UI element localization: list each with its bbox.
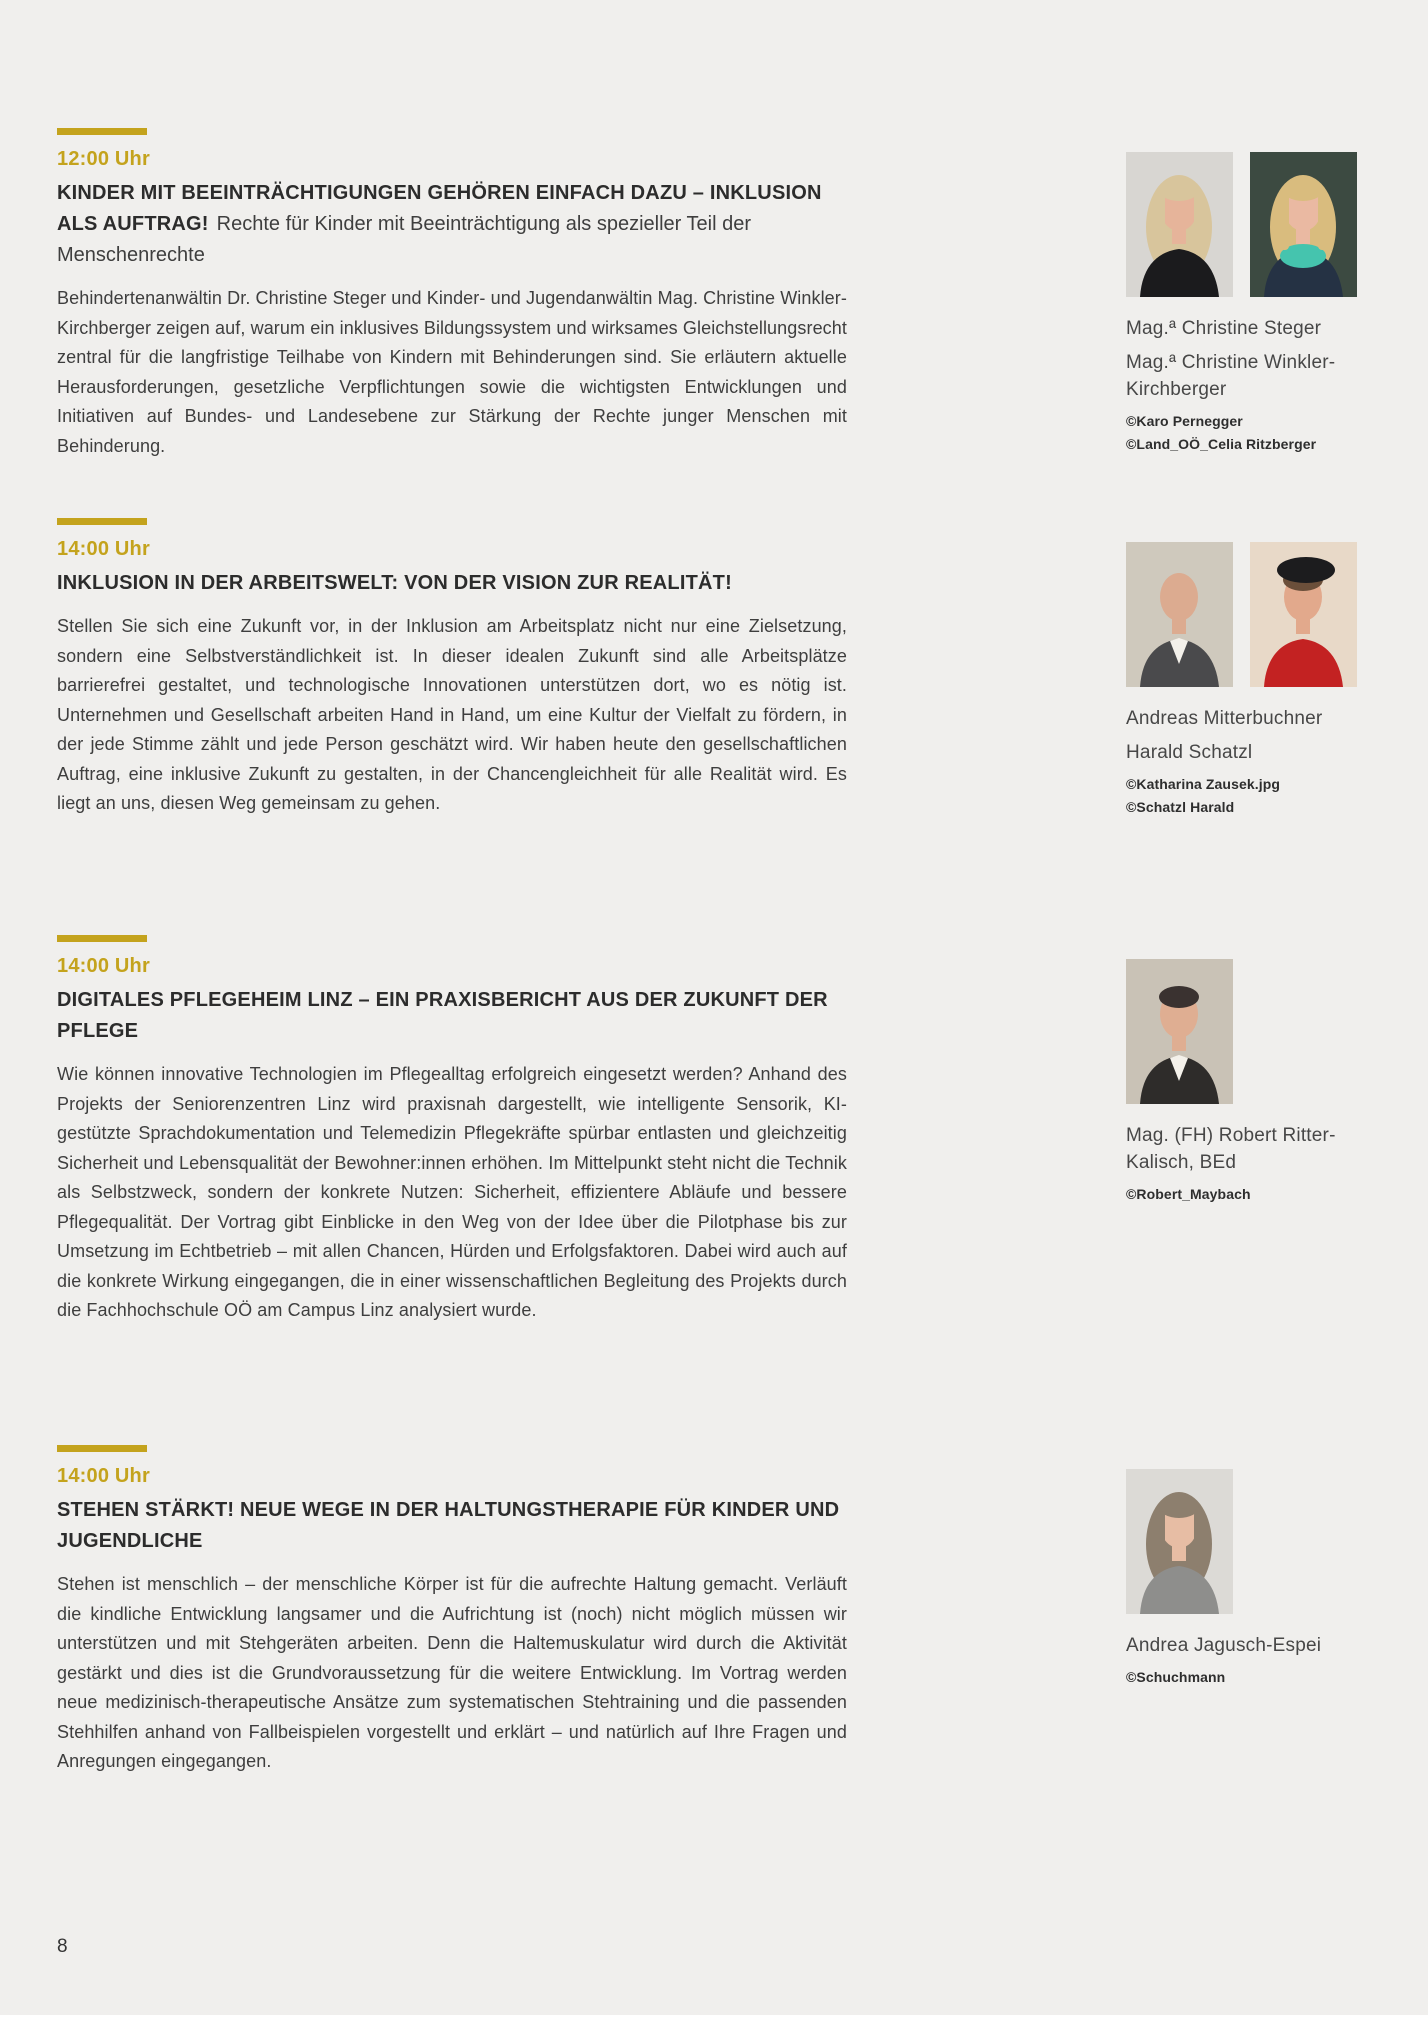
session-title-text: STEHEN STÄRKT! NEUE WEGE IN DER HALTUNGSTHERAPIE FÜR KINDER UND JUGENDLICHE — [57, 1499, 840, 1552]
session-text-column — [57, 1445, 847, 1777]
speaker-name: Andreas Mitterbuchner — [1126, 708, 1323, 729]
section-divider-bar — [57, 128, 147, 135]
session-subtitle: Rechte für Kinder mit Beeinträchtigung als spezieller Teil der Menschenrechte — [57, 213, 751, 266]
session-title — [57, 568, 847, 599]
photo-credit: ©Schatzl Harald — [1126, 799, 1235, 815]
session-title — [57, 178, 847, 271]
speaker-name: Mag.ª Christine Steger — [1126, 318, 1322, 339]
portrait-harald-schatzl — [1250, 542, 1357, 687]
portrait-robert-ritter-kalisch — [1126, 959, 1233, 1104]
session-title — [57, 985, 847, 1047]
session-description: Stellen Sie sich eine Zukunft vor, in der Inklusion am Arbeitsplatz nicht nur eine Zielsetzung, sondern eine Selbstverständlichkeit ist. In dieser idealen Zukunft sind alle Arbeitsplätze barrierefrei gestaltet, und technologische Innovationen unterstützen dort, wo es nötig ist. Unternehmen und Gesellschaft arbeiten Hand in Hand, um eine Kultur der Vielfalt zu fördern, in der jede Stimme zählt und jede Person geschätzt wird. Wir haben heute den gesellschaftlichen Auftrag, eine inklusive Zukunft zu gestalten, in der Chancengleichheit für alle Realität wird. Es liegt an uns, diesen Weg gemeinsam zu gehen. — [57, 616, 847, 813]
photo-credit: ©Schuchmann — [1126, 1669, 1226, 1685]
portrait-andrea-jagusch-espei — [1126, 1469, 1233, 1614]
photo-credit: ©Land_OÖ_Celia Ritzberger — [1126, 436, 1317, 452]
speaker-photos — [1126, 1469, 1374, 1614]
speaker-photos — [1126, 152, 1374, 297]
photo-credit: ©Robert_Maybach — [1126, 1186, 1251, 1202]
speaker-names — [1126, 705, 1374, 766]
session-text-column — [57, 935, 847, 1326]
speaker-name: Harald Schatzl — [1126, 742, 1253, 763]
section-divider-bar — [57, 518, 147, 525]
session-title-text: DIGITALES PFLEGEHEIM LINZ – EIN PRAXISBERICHT AUS DER ZUKUNFT DER PFLEGE — [57, 989, 828, 1042]
photo-credit: ©Karo Pernegger — [1126, 413, 1243, 429]
photo-credits — [1126, 773, 1374, 819]
session-title — [57, 1495, 847, 1557]
session-time: 14:00 Uhr — [57, 1465, 150, 1487]
speaker-name: Andrea Jagusch-Espei — [1126, 1635, 1322, 1656]
session-time: 14:00 Uhr — [57, 538, 150, 560]
photo-credit: ©Katharina Zausek.jpg — [1126, 776, 1281, 792]
session-text-column — [57, 128, 847, 461]
session-description: Wie können innovative Technologien im Pflegealltag erfolgreich eingesetzt werden? Anhand des Projekts der Seniorenzentren Linz wird praxisnah dargestellt, wie intelligente Sensorik, KI-gestützte Sprachdokumentation und Telemedizin Pflegekräfte spürbar entlasten und gleichzeitig Sicherheit und Lebensqualität der Bewohner:innen erhöhen. Im Mittelpunkt steht nicht die Technik als Selbstzweck, sondern der konkrete Nutzen: Sicherheit, effizientere Abläufe und bessere Pflegequalität. Der Vortrag gibt Einblicke in den Weg von der Idee über die Pilotphase bis zur Umsetzung im Echtbetrieb – mit allen Chancen, Hürden und Erfolgsfaktoren. Dabei wird auch auf die konkrete Wirkung eingegangen, die in einer wissenschaftlichen Begleitung des Projekts durch die Fachhochschule OÖ am Campus Linz analysiert wurde. — [57, 1064, 847, 1320]
session-title-text: KINDER MIT BEEINTRÄCHTIGUNGEN GEHÖREN EINFACH DAZU – INKLUSION ALS AUFTRAG! — [57, 182, 822, 235]
section-divider-bar — [57, 1445, 147, 1452]
photo-credits — [1126, 1183, 1374, 1206]
speaker-name: Mag.ª Christine Winkler-Kirchberger — [1126, 352, 1336, 400]
session-title-text: INKLUSION IN DER ARBEITSWELT: VON DER VISION ZUR REALITÄT! — [57, 572, 732, 594]
section-divider-bar — [57, 935, 147, 942]
page-number: 8 — [57, 1936, 68, 1957]
session-time: 12:00 Uhr — [57, 148, 150, 170]
speaker-photos — [1126, 959, 1374, 1104]
page-footer-strip — [0, 2015, 1428, 2028]
session-time: 14:00 Uhr — [57, 955, 150, 977]
session-speaker-column — [1126, 152, 1374, 456]
session-description: Behindertenanwältin Dr. Christine Steger und Kinder- und Jugendanwältin Mag. Christine Winkler-Kirchberger zeigen auf, warum ein inklusives Bildungssystem und wirksames Gleichstellungsrecht zentral für die langfristige Teilhabe von Kindern mit Behinderungen sind. Sie erläutern aktuelle Herausforderungen, gesetzliche Verpflichtungen sowie die wichtigsten Entwicklungen und Initiativen auf Bundes- und Landesebene zur Stärkung der Rechte junger Menschen mit Behinderung. — [57, 288, 847, 456]
session-speaker-column — [1126, 1469, 1374, 1689]
session-speaker-column — [1126, 959, 1374, 1206]
speaker-photos — [1126, 542, 1374, 687]
portrait-christine-winkler-kirchberger — [1250, 152, 1357, 297]
speaker-names — [1126, 315, 1374, 403]
speaker-name: Mag. (FH) Robert Ritter-Kalisch, BEd — [1126, 1125, 1336, 1173]
speaker-names — [1126, 1632, 1374, 1659]
speaker-names — [1126, 1122, 1374, 1176]
photo-credits — [1126, 410, 1374, 456]
portrait-andreas-mitterbuchner — [1126, 542, 1233, 687]
session-description: Stehen ist menschlich – der menschliche Körper ist für die aufrechte Haltung gemacht. Verläuft die kindliche Entwicklung langsamer und die Aufrichtung ist (noch) nicht möglich müssen wir unterstützen und mit Stehgeräten arbeiten. Denn die Haltemuskulatur wird durch die Aktivität gestärkt und dies ist die Grundvoraussetzung für die weitere Entwicklung. Im Vortrag werden neue medizinisch-therapeutische Ansätze zum systematischen Stehtraining und die passenden Stehhilfen anhand von Fallbeispielen vorgestellt und erklärt – und natürlich auf Ihre Fragen und Anregungen eingegangen. — [57, 1574, 847, 1771]
photo-credits — [1126, 1666, 1374, 1689]
session-speaker-column — [1126, 542, 1374, 819]
session-text-column — [57, 518, 847, 819]
portrait-christine-steger — [1126, 152, 1233, 297]
